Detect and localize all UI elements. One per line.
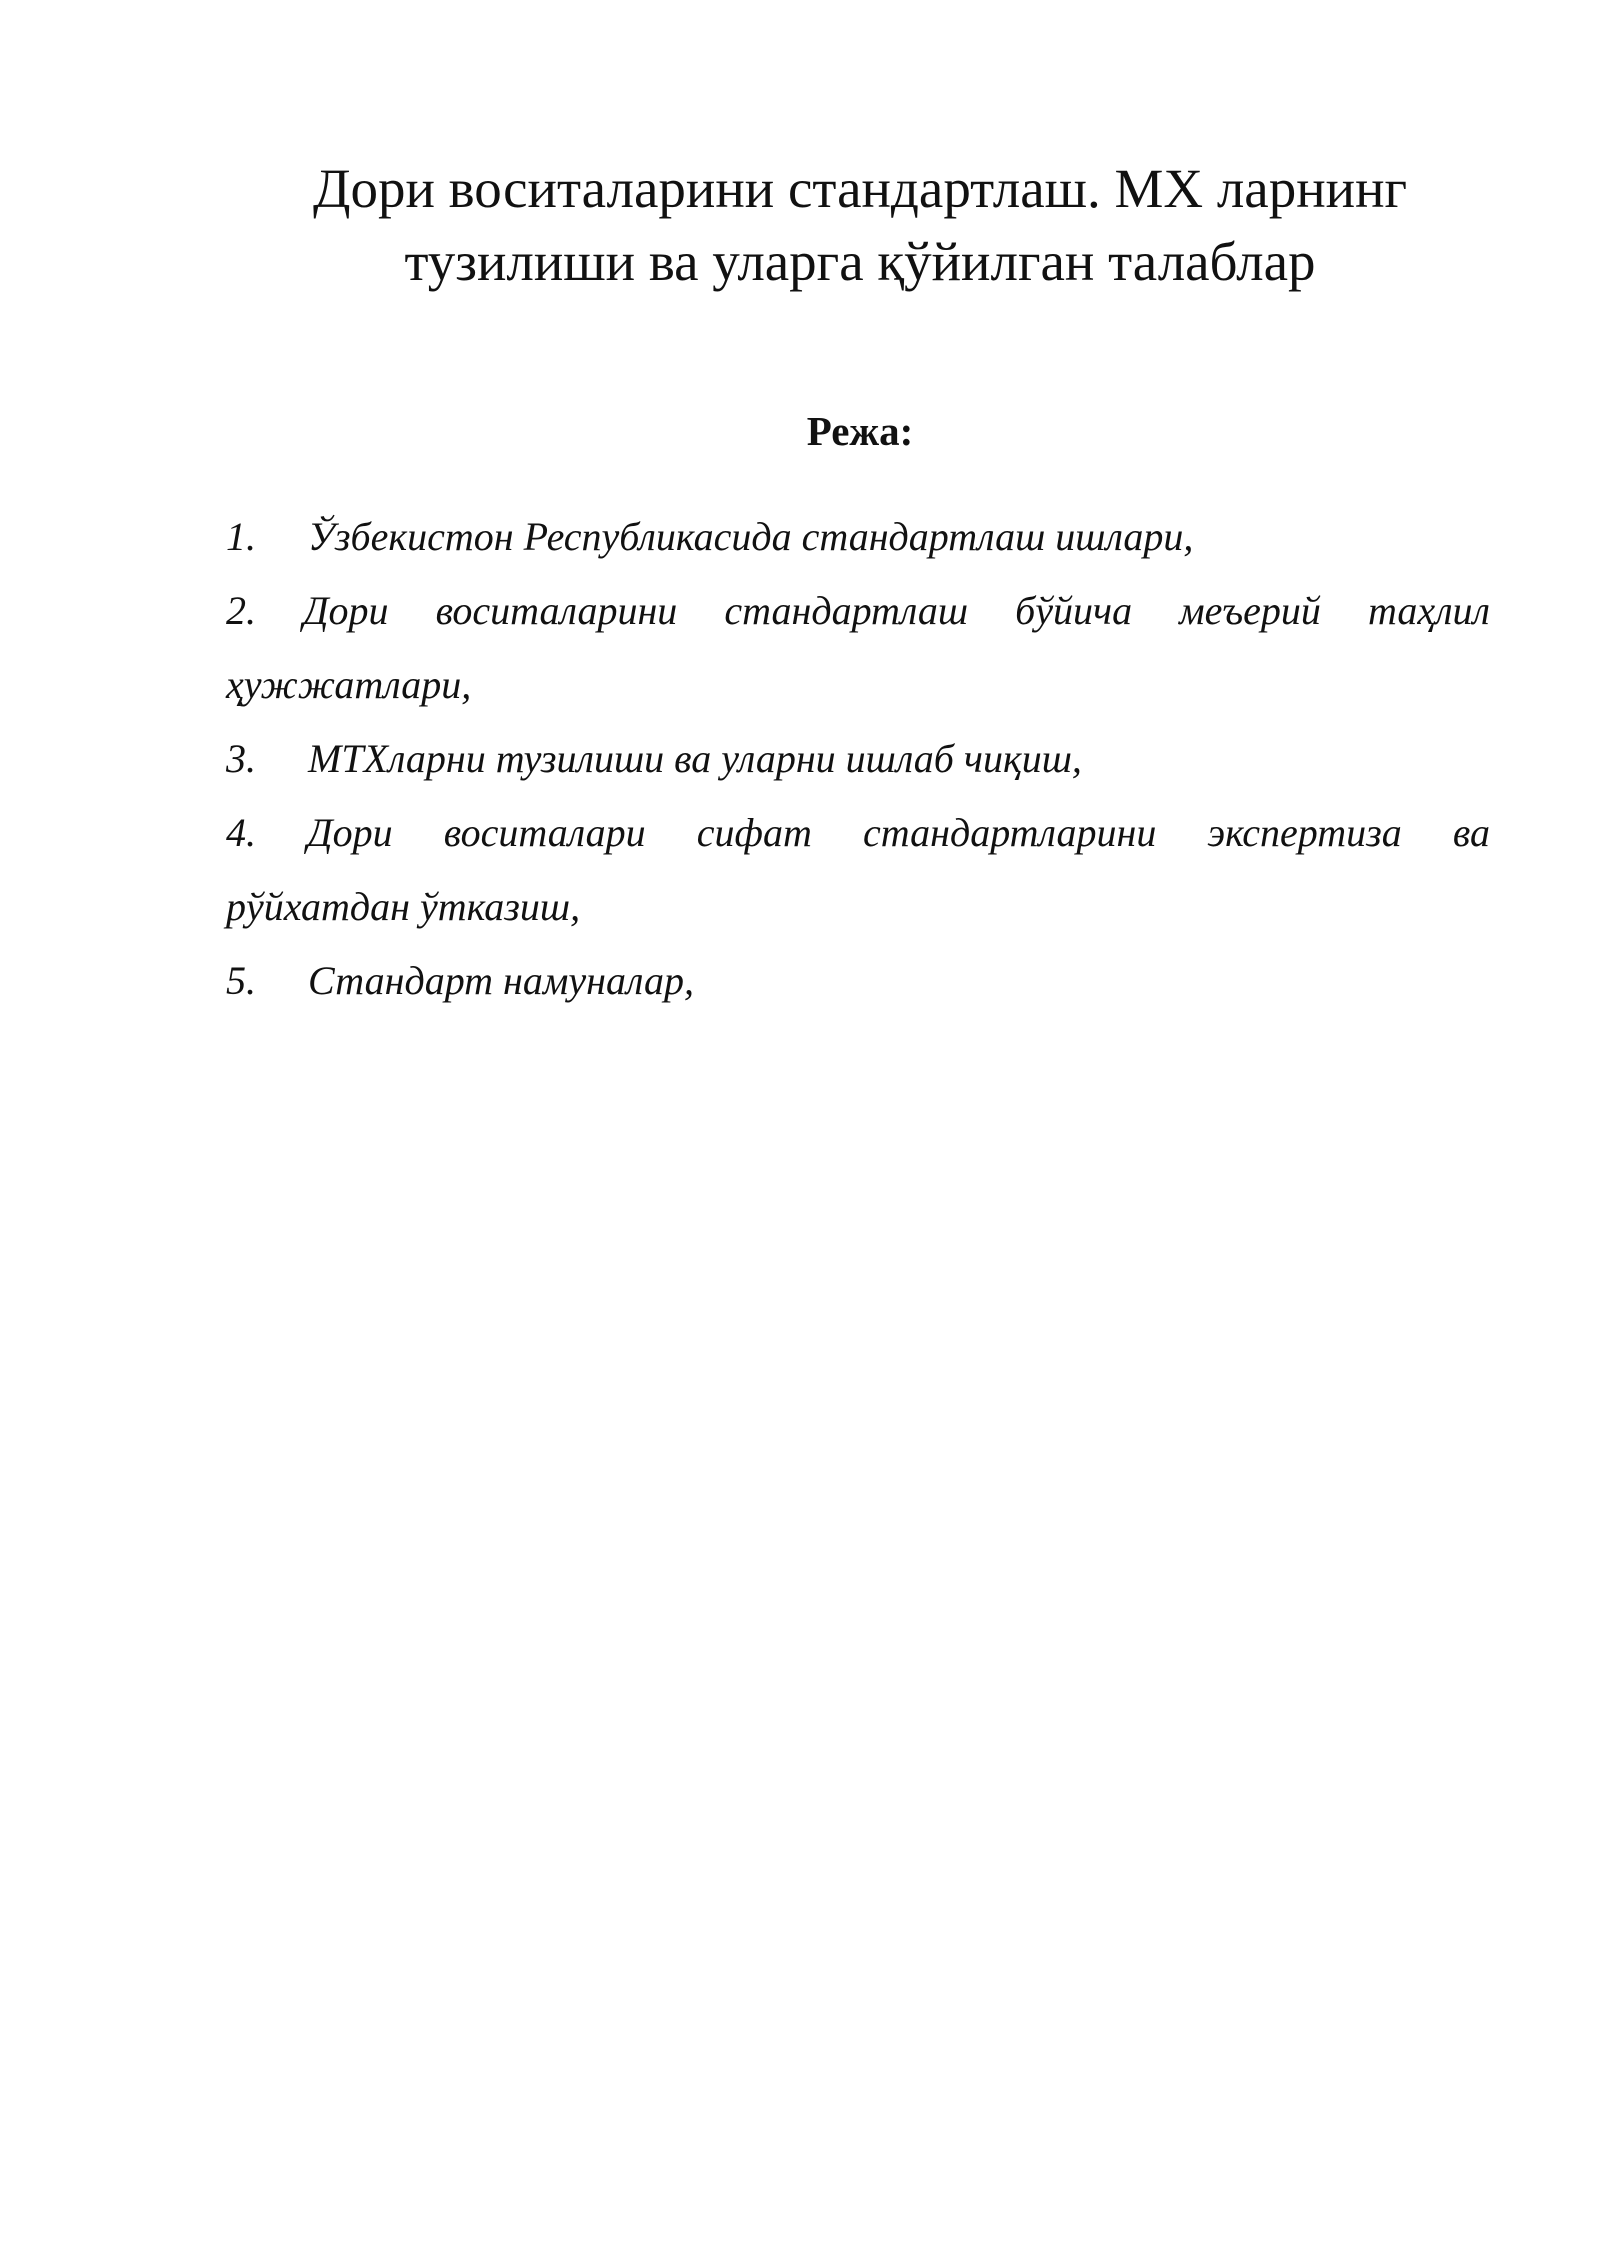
plan-item-number: 5. — [226, 958, 256, 1003]
title-line-2: тузилиши ва уларга қўйилган талаблар — [404, 231, 1316, 292]
plan-item-line-1 — [226, 574, 1490, 648]
plan-heading: Режа: — [806, 408, 914, 454]
plan-item-3 — [226, 722, 1490, 796]
plan-item-text: Дори воситалари сифат стандартларини экспертиза ва — [307, 810, 1491, 855]
plan-item-text: Дори воситаларини стандартлаш бўйича меъерий таҳлил — [303, 588, 1491, 633]
title-line-1: Дори воситаларини стандартлаш. МХ ларнинг — [312, 158, 1408, 219]
plan-item-text: Стандарт намуналар, — [308, 958, 694, 1003]
plan-item-4 — [226, 796, 1490, 944]
plan-item-number: 3. — [226, 736, 256, 781]
plan-list — [226, 500, 1490, 1018]
document-title — [200, 152, 1520, 298]
plan-item-1 — [226, 500, 1490, 574]
plan-item-line-2: ҳужжатлари, — [226, 662, 472, 707]
plan-item-number: 2. — [226, 588, 256, 633]
plan-item-number: 4. — [226, 810, 256, 855]
plan-item-line-2: рўйхатдан ўтказиш, — [226, 884, 581, 929]
plan-item-2 — [226, 574, 1490, 722]
plan-item-text: Ўзбекистон Республикасида стандартлаш ишлари, — [308, 514, 1194, 559]
plan-item-line-1 — [226, 796, 1490, 870]
plan-item-text: МТХларни тузилиши ва уларни ишлаб чиқиш, — [308, 736, 1082, 781]
plan-item-number: 1. — [226, 514, 256, 559]
plan-item-5 — [226, 944, 1490, 1018]
